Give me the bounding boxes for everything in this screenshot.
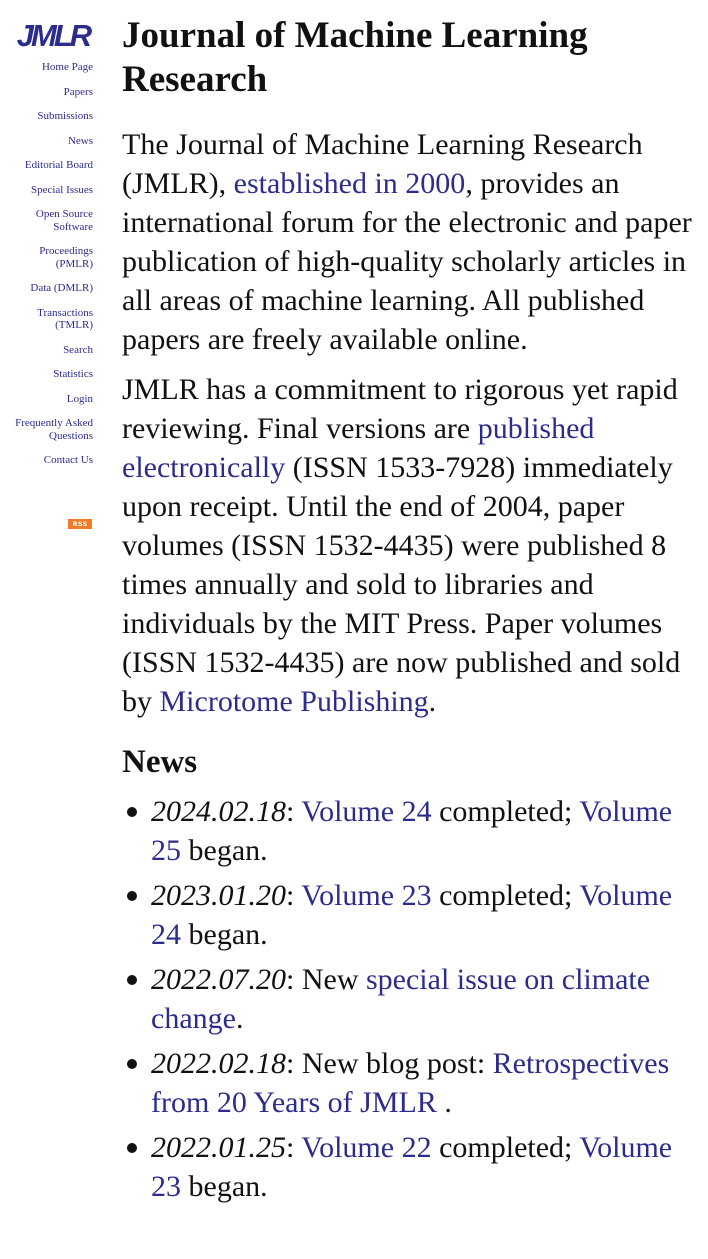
news-date: 2023.01.20 <box>151 879 286 912</box>
news-sep: : New blog post: <box>286 1047 493 1080</box>
news-sep: : New <box>286 963 366 996</box>
news-item <box>151 1128 700 1206</box>
news-mid: completed; <box>431 795 580 828</box>
sidebar-item-open-source-software[interactable]: Open Source Software <box>35 208 93 233</box>
news-end: began. <box>181 1170 268 1203</box>
sidebar-item-login[interactable]: Login <box>66 392 93 405</box>
news-end: . <box>235 1002 244 1035</box>
commitment-text-2: (ISSN 1533-7928) immediately upon receipt. Until the end of 2004, paper volumes (ISSN 1532-4435) were published 8 times annually and sold to libraries and individuals by the MIT Press. Paper volumes (ISSN 1532-4435) are now published and sold by <box>122 451 681 718</box>
intro-paragraph <box>122 125 700 359</box>
bullet-icon <box>127 1143 137 1153</box>
commitment-text-1: JMLR has a commitment to rigorous yet rapid reviewing. Final versions are <box>122 373 678 445</box>
news-heading: News <box>122 744 198 780</box>
sidebar-item-proceedings[interactable]: Proceedings (PMLR) <box>39 245 93 270</box>
commitment-text-3: . <box>428 685 437 718</box>
sidebar-item-statistics[interactable]: Statistics <box>53 368 93 380</box>
news-item <box>151 876 700 954</box>
news-mid: completed; <box>431 879 580 912</box>
news-date: 2022.02.18 <box>151 1047 286 1080</box>
jmlr-logo[interactable] <box>10 13 96 53</box>
news-item <box>151 792 700 870</box>
bullet-icon <box>127 1059 137 1069</box>
sidebar-item-home-page[interactable]: Home Page <box>41 61 93 73</box>
sidebar-item-submissions[interactable]: Submissions <box>37 110 93 122</box>
news-item <box>151 960 700 1038</box>
sidebar-item-data[interactable]: Data (DMLR) <box>30 282 93 294</box>
sidebar-item-faq[interactable]: Frequently Asked Questions <box>15 417 93 442</box>
blog-post-link[interactable]: Retrospectives from 20 Years of JMLR <box>151 1047 670 1119</box>
news-end: began. <box>181 834 268 867</box>
jmlr-logo-icon <box>10 13 96 53</box>
main-content <box>122 14 700 1212</box>
sidebar-item-papers[interactable]: Papers <box>63 85 93 98</box>
sidebar-item-special-issues[interactable]: Special Issues <box>30 183 93 196</box>
sidebar-item-contact-us[interactable]: Contact Us <box>43 454 93 466</box>
special-issue-link[interactable]: special issue on climate change <box>151 963 651 1035</box>
established-link[interactable]: established in 2000 <box>233 167 466 200</box>
news-sep: : <box>286 795 302 828</box>
news-date: 2024.02.18 <box>151 795 286 828</box>
intro-text-2: , provides an international forum for the electronic and paper publication of high-quality scholarly articles in all areas of machine learning. All published papers are freely available online. <box>122 167 692 356</box>
news-volume-link[interactable]: Volume 23 <box>301 879 432 912</box>
news-sep: : <box>286 879 302 912</box>
news-sep: : <box>286 1131 302 1164</box>
sidebar-nav <box>0 61 93 479</box>
news-volume-link[interactable]: Volume 24 <box>151 879 673 951</box>
bullet-icon <box>127 891 137 901</box>
news-mid: completed; <box>431 1131 580 1164</box>
sidebar-item-editorial-board[interactable]: Editorial Board <box>24 159 93 171</box>
logo-text: JMLR <box>16 18 90 53</box>
news-date: 2022.01.25 <box>151 1131 286 1164</box>
sidebar-item-news[interactable]: News <box>67 134 93 147</box>
bullet-icon <box>127 807 137 817</box>
news-item <box>151 1044 700 1122</box>
bullet-icon <box>127 975 137 985</box>
rss-feed-button[interactable]: RSS <box>68 519 92 529</box>
news-volume-link[interactable]: Volume 22 <box>301 1131 432 1164</box>
news-volume-link[interactable]: Volume 25 <box>151 795 673 867</box>
news-list <box>122 792 700 1206</box>
news-volume-link[interactable]: Volume 23 <box>151 1131 673 1203</box>
sidebar-item-transactions[interactable]: Transactions (TMLR) <box>37 306 93 331</box>
page-title: Journal of Machine Learning Research <box>122 15 588 100</box>
news-end: . <box>436 1086 452 1119</box>
sidebar-item-search[interactable]: Search <box>63 343 93 356</box>
intro-text-1: The Journal of Machine Learning Research (JMLR), <box>122 128 643 200</box>
microtome-publishing-link[interactable]: Microtome Publishing <box>159 685 429 718</box>
news-date: 2022.07.20 <box>151 963 286 996</box>
news-end: began. <box>181 918 268 951</box>
news-volume-link[interactable]: Volume 24 <box>301 795 432 828</box>
commitment-paragraph <box>122 370 700 721</box>
published-electronically-link[interactable]: published electronically <box>122 412 595 484</box>
